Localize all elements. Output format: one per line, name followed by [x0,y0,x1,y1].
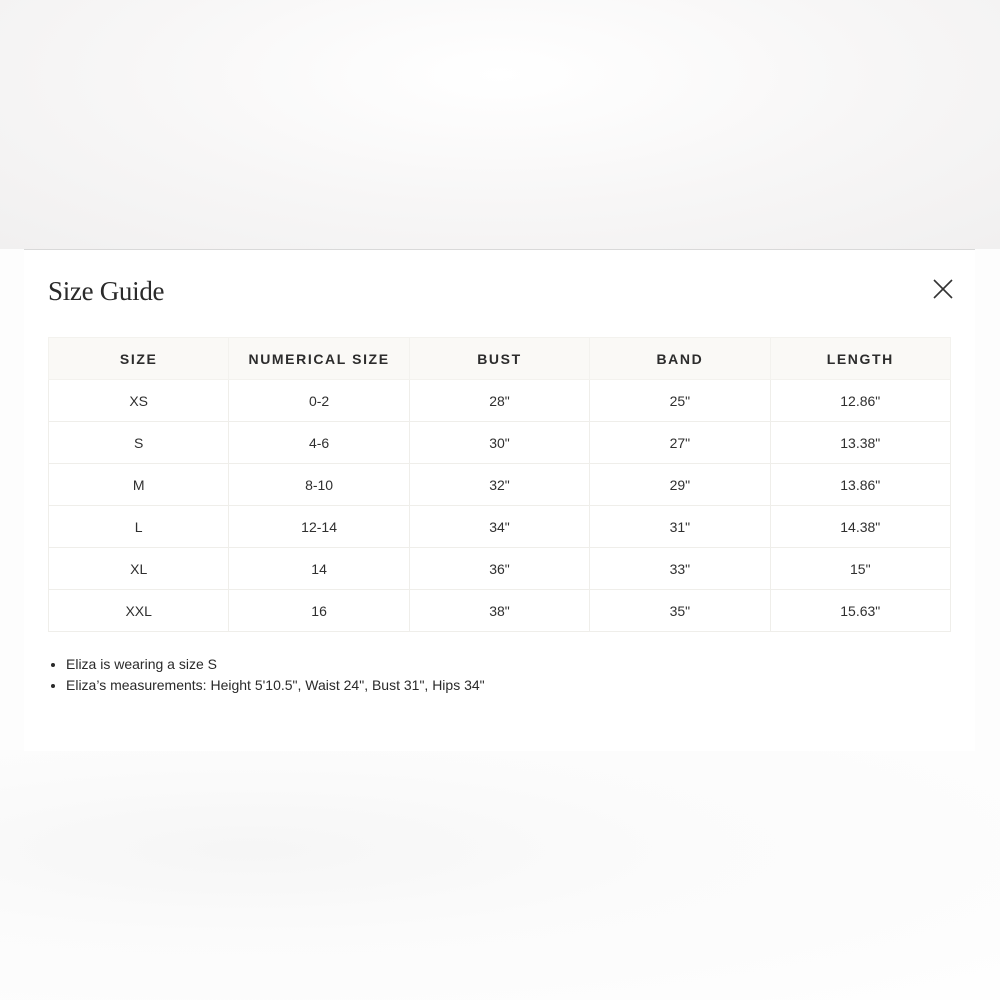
cell-band: 35" [590,590,770,632]
cell-length: 14.38" [770,506,950,548]
cell-band: 33" [590,548,770,590]
close-icon [928,274,958,304]
header-size: SIZE [49,338,229,380]
cell-size: XXL [49,590,229,632]
table-row [49,464,951,506]
cell-length: 13.38" [770,422,950,464]
cell-bust: 34" [409,506,589,548]
header-numerical-size: NUMERICAL SIZE [229,338,409,380]
cell-band: 25" [590,380,770,422]
cell-band: 29" [590,464,770,506]
cell-band: 27" [590,422,770,464]
header-band: BAND [590,338,770,380]
close-button[interactable] [928,274,958,304]
size-table [48,337,951,632]
list-item: • Eliza is wearing a size S [66,654,485,675]
header-length: LENGTH [770,338,950,380]
page-backdrop-top [0,0,1000,249]
cell-bust: 32" [409,464,589,506]
cell-numerical-size: 8-10 [229,464,409,506]
cell-bust: 30" [409,422,589,464]
table-row [49,590,951,632]
cell-bust: 28" [409,380,589,422]
cell-numerical-size: 4-6 [229,422,409,464]
cell-size: XL [49,548,229,590]
table-header-row [49,338,951,380]
cell-size: XS [49,380,229,422]
header-bust: BUST [409,338,589,380]
table-row [49,506,951,548]
table-row [49,380,951,422]
cell-numerical-size: 14 [229,548,409,590]
cell-length: 12.86" [770,380,950,422]
table-row [49,548,951,590]
page-backdrop-bottom [0,750,1000,1000]
size-guide-modal [24,249,975,751]
table-row [49,422,951,464]
cell-size: M [49,464,229,506]
cell-length: 13.86" [770,464,950,506]
list-item: • Eliza’s measurements: Height 5'10.5", Waist 24", Bust 31", Hips 34" [66,675,485,696]
cell-numerical-size: 0-2 [229,380,409,422]
cell-bust: 38" [409,590,589,632]
cell-numerical-size: 16 [229,590,409,632]
cell-band: 31" [590,506,770,548]
modal-title: Size Guide [48,276,165,306]
cell-numerical-size: 12-14 [229,506,409,548]
cell-length: 15.63" [770,590,950,632]
cell-size: L [49,506,229,548]
cell-length: 15" [770,548,950,590]
model-notes-list [48,654,485,696]
cell-bust: 36" [409,548,589,590]
cell-size: S [49,422,229,464]
